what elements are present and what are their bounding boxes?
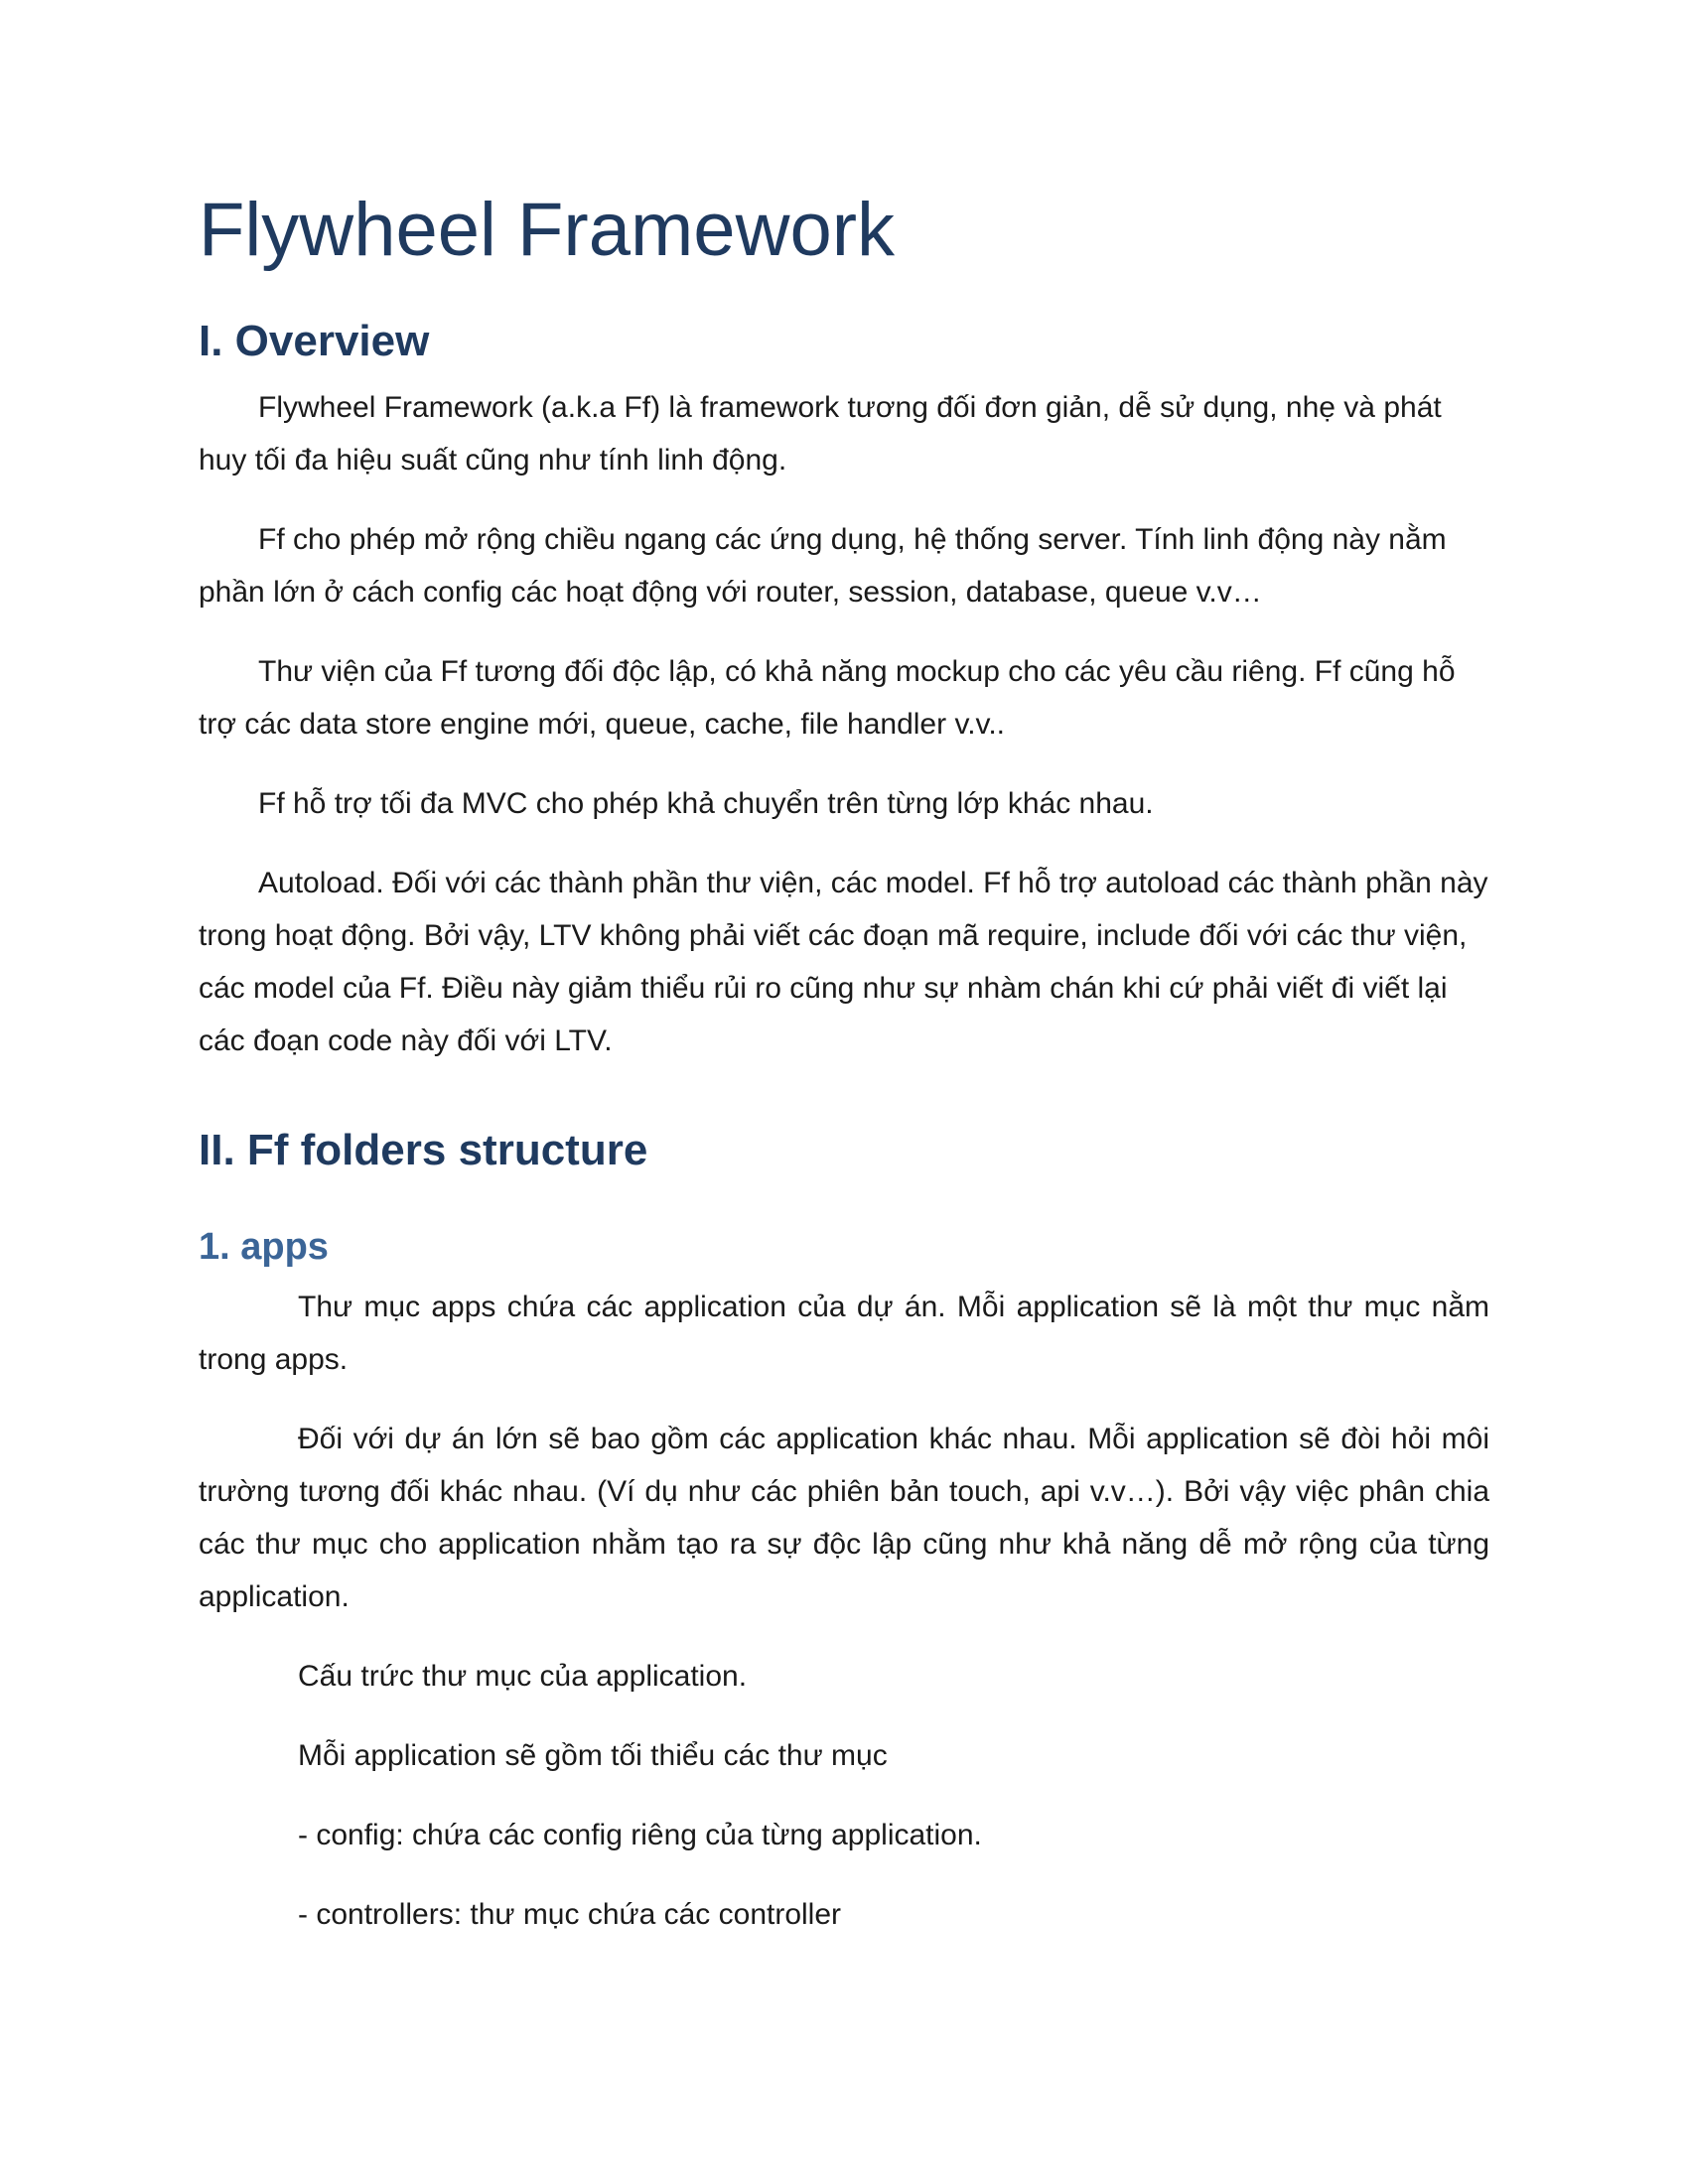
document-page (199, 189, 1489, 1968)
overview-paragraph: Autoload. Đối với các thành phần thư viện, các model. Ff hỗ trợ autoload các thành phần này trong hoạt động. Bởi vậy, LTV không phải viết các đoạn mã require, include đối với các thư viện, các model của Ff. Điều này giảm thiểu rủi ro cũng như sự nhàm chán khi cứ phải viết đi viết lại các đoạn code này đối với LTV. (199, 867, 1488, 1058)
overview-paragraph: Thư viện của Ff tương đối độc lập, có khả năng mockup cho các yêu cầu riêng. Ff cũng hỗ trợ các data store engine mới, queue, cache, file handler v.v.. (199, 655, 1456, 742)
overview-paragraph: Flywheel Framework (a.k.a Ff) là framework tương đối đơn giản, dễ sử dụng, nhẹ và phát huy tối đa hiệu suất cũng như tính linh động. (199, 391, 1442, 478)
section-heading-folders-structure: II. Ff folders structure (199, 1126, 648, 1175)
apps-line: Mỗi application sẽ gồm tối thiểu các thư mục (298, 1738, 888, 1772)
subsection-heading-apps: 1. apps (199, 1226, 329, 1269)
apps-line: Cấu trức thư mục của application. (298, 1659, 748, 1693)
document-title: Flywheel Framework (199, 188, 896, 272)
apps-paragraph: Đối với dự án lớn sẽ bao gồm các application khác nhau. Mỗi application sẽ đòi hỏi môi trường tương đối khác nhau. (Ví dụ như các phiên bản touch, api v.v…). Bởi vậy việc phân chia các thư mục cho application nhằm tạo ra sự độc lập cũng như khả năng dễ mở rộng của từng application. (199, 1422, 1489, 1613)
apps-line: - config: chứa các config riêng của từng application. (298, 1818, 982, 1851)
overview-paragraph: Ff hỗ trợ tối đa MVC cho phép khả chuyển trên từng lớp khác nhau. (258, 787, 1154, 821)
overview-paragraph: Ff cho phép mở rộng chiều ngang các ứng dụng, hệ thống server. Tính linh động này nằm phần lớn ở cách config các hoạt động với router, session, database, queue v.v… (199, 523, 1447, 610)
section-heading-overview: I. Overview (199, 316, 430, 365)
apps-paragraph: Thư mục apps chứa các application của dự án. Mỗi application sẽ là một thư mục nằm trong apps. (199, 1290, 1489, 1376)
apps-line: - controllers: thư mục chứa các controller (298, 1897, 842, 1931)
